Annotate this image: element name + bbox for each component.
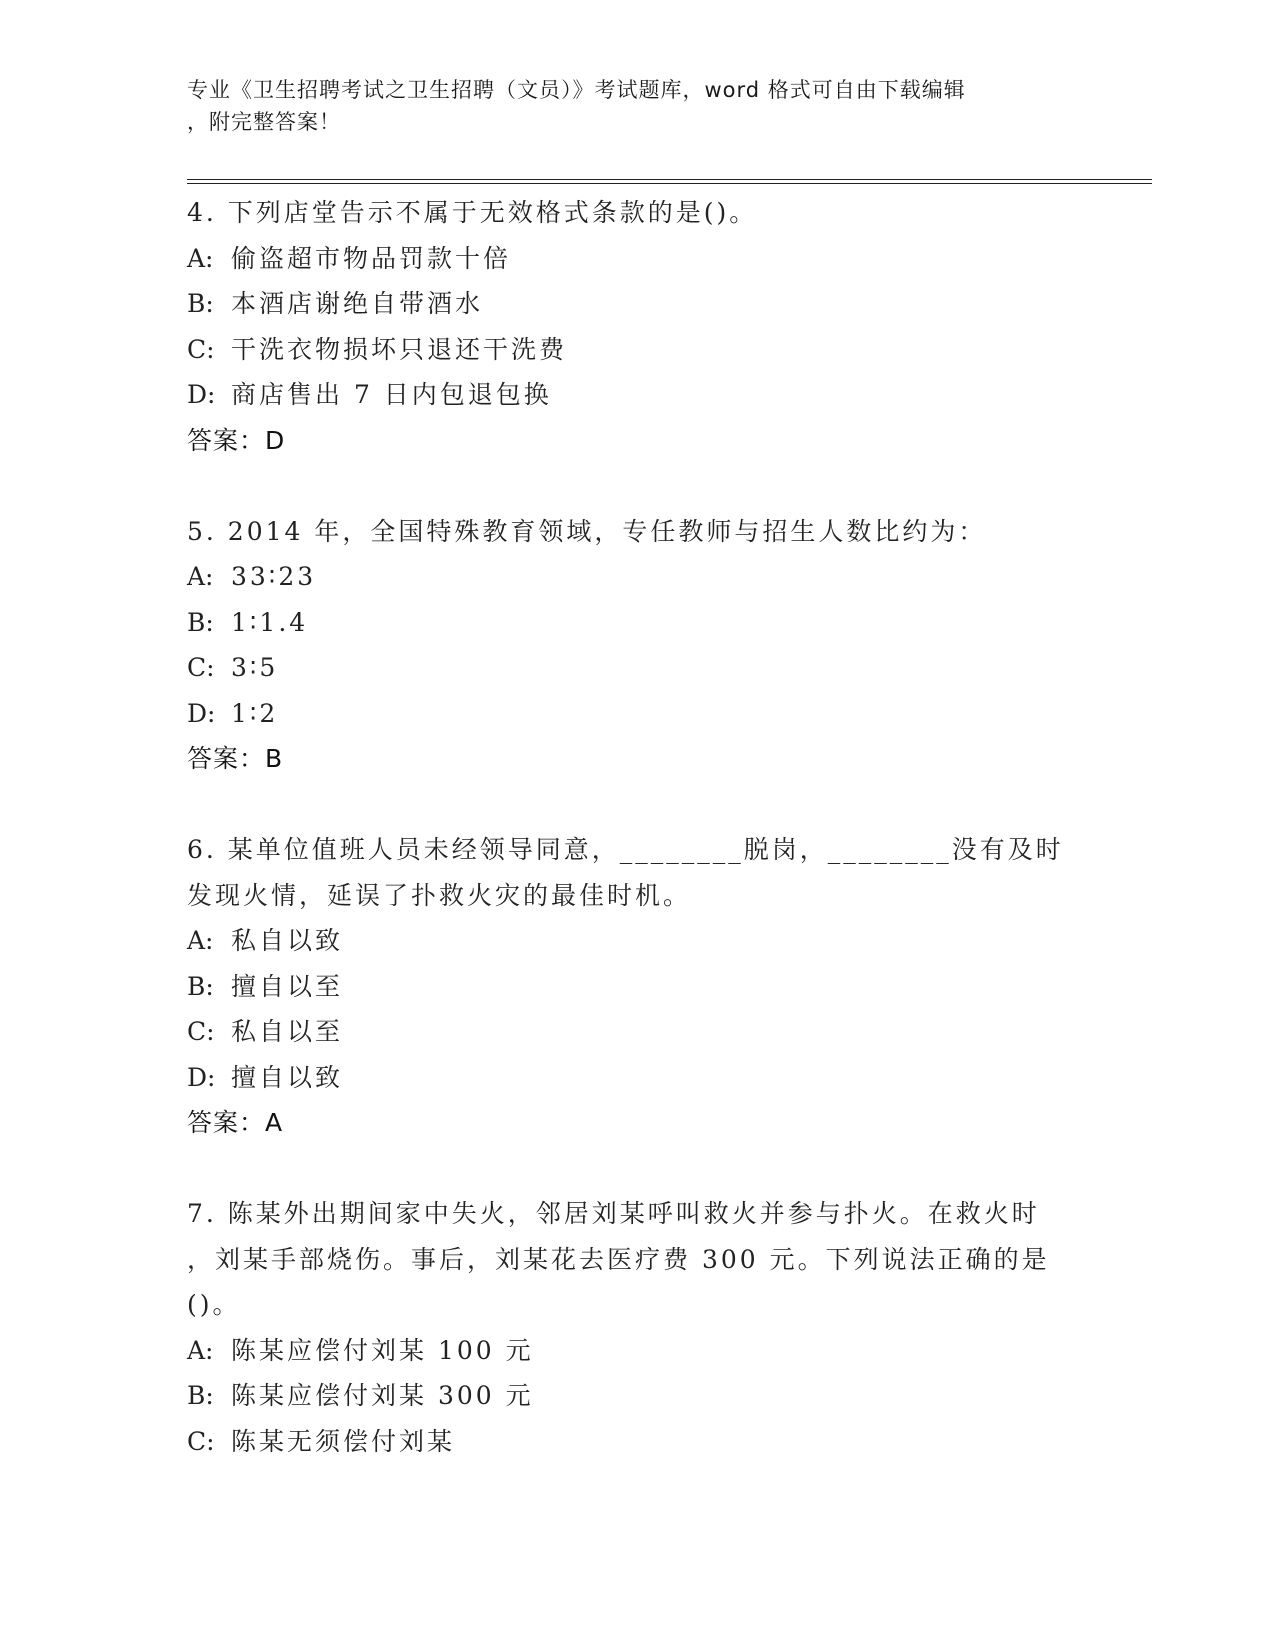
option-d [187, 1055, 1067, 1101]
option-b [187, 600, 1067, 646]
question-5 [187, 509, 1067, 782]
option-a [187, 236, 1067, 282]
option-letter: B: [187, 607, 214, 637]
question-stem-line-3: ()。 [187, 1290, 241, 1319]
option-letter: D: [187, 1062, 216, 1092]
answer-line: 答案：A [187, 1108, 284, 1137]
option-d [187, 372, 1067, 418]
question-stem: 5. 2014 年，全国特殊教育领域，专任教师与招生人数比约为： [187, 516, 987, 546]
option-text: 陈某应偿付刘某 300 元 [231, 1381, 534, 1410]
option-c [187, 645, 1067, 691]
option-a [187, 554, 1067, 600]
option-letter: C: [187, 1017, 215, 1046]
option-text: 商店售出 7 日内包退包换 [231, 380, 552, 409]
spacer [187, 1146, 1067, 1192]
option-a [187, 1328, 1067, 1374]
question-6 [187, 827, 1067, 1146]
question-stem-line-2: ，刘某手部烧伤。事后，刘某花去医疗费 300 元。下列说法正确的是 [187, 1244, 1050, 1274]
option-text: 1∶2 [231, 698, 279, 728]
option-text: 1∶1.4 [231, 607, 309, 637]
option-text: 3∶5 [231, 653, 279, 682]
option-text: 擅自以至 [231, 971, 344, 1001]
question-stem-line-1: 6. 某单位值班人员未经领导同意，________脱岗，________没有及时 [187, 835, 1064, 864]
option-letter: B: [187, 1381, 214, 1410]
option-c [187, 1009, 1067, 1055]
answer-line: 答案：D [187, 425, 286, 455]
option-text: 擅自以致 [231, 1062, 344, 1092]
option-letter: A: [187, 562, 214, 591]
option-letter: C: [187, 334, 215, 364]
option-a [187, 918, 1067, 964]
spacer [187, 782, 1067, 828]
option-b [187, 1373, 1067, 1419]
header-divider-top [187, 179, 1152, 180]
question-list [187, 190, 1067, 1464]
question-4 [187, 190, 1067, 463]
option-letter: C: [187, 1426, 215, 1456]
option-letter: B: [187, 289, 214, 318]
option-c [187, 1419, 1067, 1465]
option-text: 私自以至 [231, 1017, 344, 1046]
question-stem: 4. 下列店堂告示不属于无效格式条款的是()。 [187, 198, 758, 227]
option-text: 私自以致 [231, 926, 344, 955]
option-text: 偷盗超市物品罚款十倍 [231, 243, 512, 273]
option-text: 干洗衣物损坏只退还干洗费 [231, 334, 568, 364]
option-letter: A: [187, 243, 214, 273]
header-line-1: 专业《卫生招聘考试之卫生招聘（文员）》考试题库，word 格式可自由下载编辑 [187, 78, 966, 102]
option-letter: C: [187, 653, 215, 682]
option-text: 陈某无须偿付刘某 [231, 1426, 456, 1456]
option-letter: A: [187, 926, 214, 955]
question-7 [187, 1191, 1067, 1464]
header-divider-bottom [187, 183, 1152, 184]
option-b [187, 964, 1067, 1010]
spacer [187, 463, 1067, 509]
question-stem-line-1: 7. 陈某外出期间家中失火，邻居刘某呼叫救火并参与扑火。在救火时 [187, 1199, 1040, 1228]
option-letter: B: [187, 971, 214, 1001]
option-d [187, 691, 1067, 737]
option-letter: A: [187, 1335, 214, 1365]
option-text: 陈某应偿付刘某 100 元 [231, 1335, 534, 1365]
answer-line: 答案：B [187, 744, 284, 773]
option-text: 33∶23 [231, 562, 317, 591]
option-letter: D: [187, 380, 216, 409]
document-header [187, 74, 1087, 138]
header-line-2: ，附完整答案！ [187, 110, 341, 134]
option-c [187, 327, 1067, 373]
option-b [187, 281, 1067, 327]
option-text: 本酒店谢绝自带酒水 [231, 289, 484, 318]
option-letter: D: [187, 698, 216, 728]
question-stem-line-2: 发现火情，延误了扑救火灾的最佳时机。 [187, 880, 692, 910]
